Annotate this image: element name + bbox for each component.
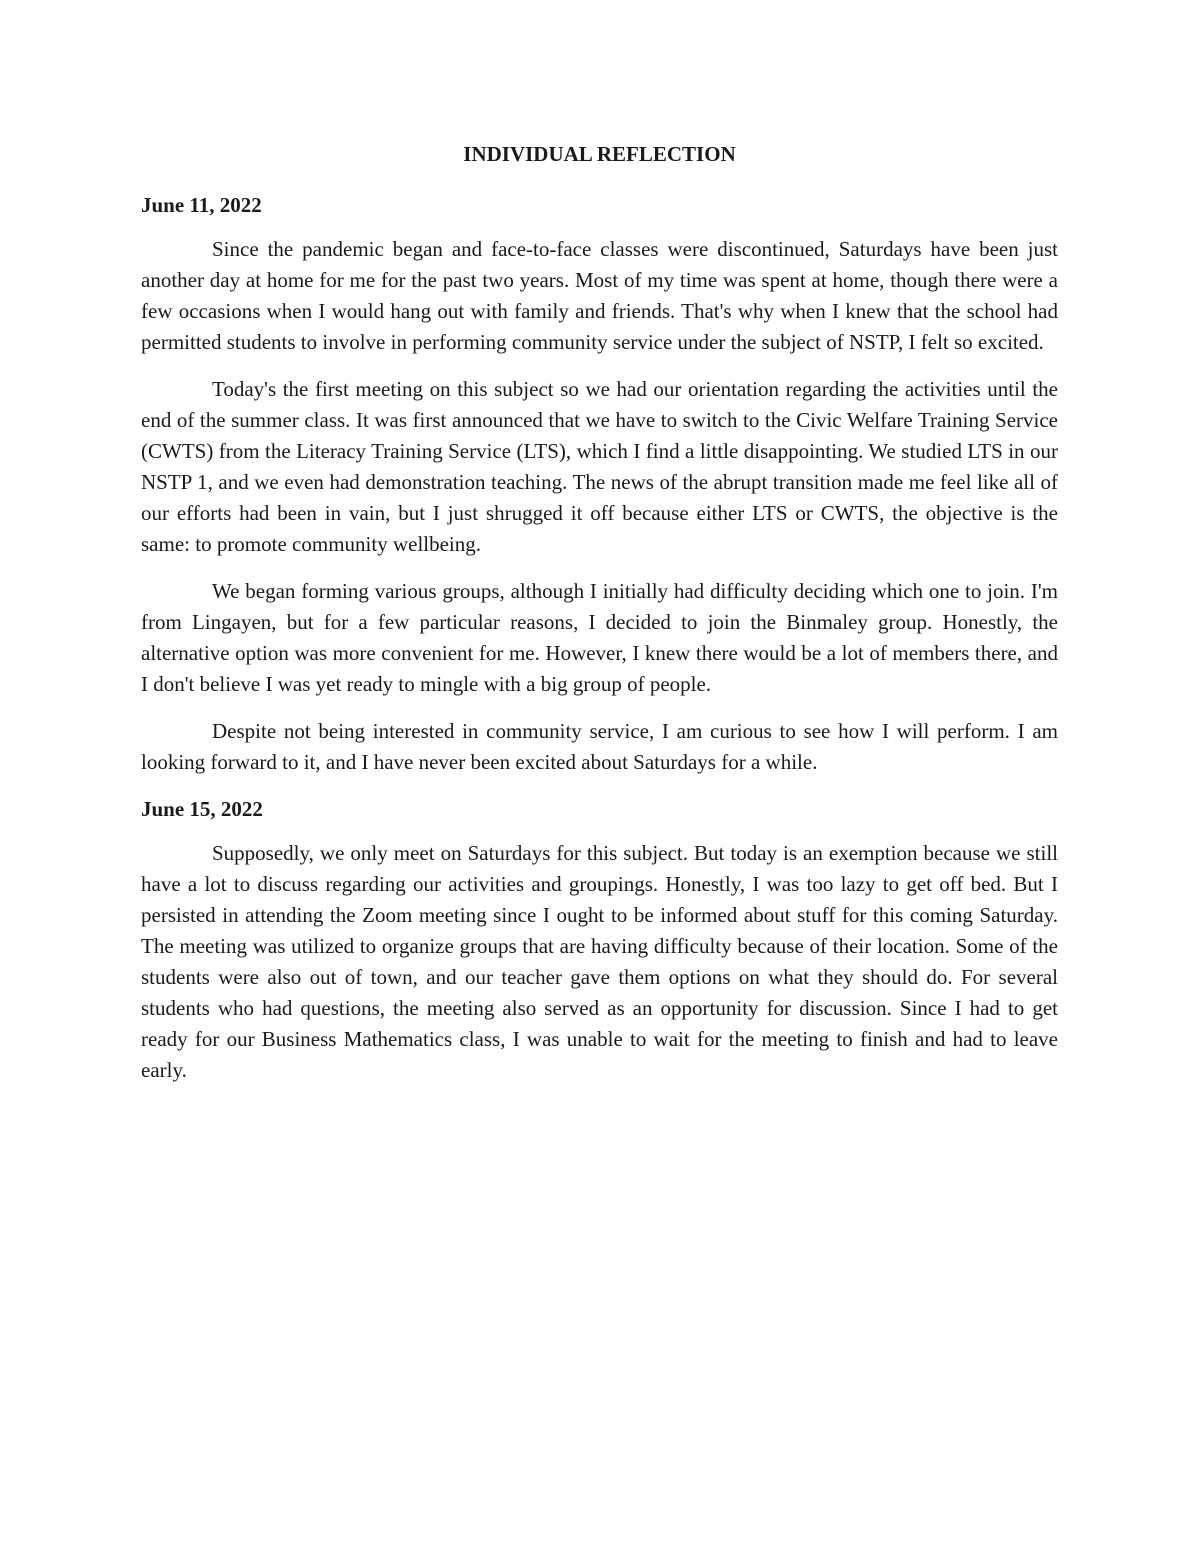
journal-entry (141, 190, 1058, 778)
document-title: INDIVIDUAL REFLECTION (463, 142, 736, 166)
entry-paragraph: Since the pandemic began and face-to-face classes were discontinued, Saturdays have been just another day at home for me for the past two years. Most of my time was spent at home, though there were a few occasions when I would hang out with family and friends. That's why when I knew that the school had permitted students to involve in performing community service under the subject of NSTP, I felt so excited. (141, 237, 1058, 354)
entry-date: June 11, 2022 (141, 193, 262, 217)
entry-paragraph: Supposedly, we only meet on Saturdays for this subject. But today is an exemption because we still have a lot to discuss regarding our activities and groupings. Honestly, I was too lazy to get off bed. But I persisted in attending the Zoom meeting since I ought to be informed about stuff for this coming Saturday. The meeting was utilized to organize groups that are having difficulty because of their location. Some of the students were also out of town, and our teacher gave them options on what they should do. For several students who had questions, the meeting also served as an opportunity for discussion. Since I had to get ready for our Business Mathematics class, I was unable to wait for the meeting to finish and had to leave early. (141, 841, 1058, 1082)
entry-paragraph: Today's the first meeting on this subject so we had our orientation regarding the activities until the end of the summer class. It was first announced that we have to switch to the Civic Welfare Training Service (CWTS) from the Literacy Training Service (LTS), which I find a little disappointing. We studied LTS in our NSTP 1, and we even had demonstration teaching. The news of the abrupt transition made me feel like all of our efforts had been in vain, but I just shrugged it off because either LTS or CWTS, the objective is the same: to promote community wellbeing. (141, 377, 1058, 556)
entry-paragraph: We began forming various groups, although I initially had difficulty deciding which one to join. I'm from Lingayen, but for a few particular reasons, I decided to join the Binmaley group. Honestly, the alternative option was more convenient for me. However, I knew there would be a lot of members there, and I don't believe I was yet ready to mingle with a big group of people. (141, 579, 1058, 696)
entry-date: June 15, 2022 (141, 797, 263, 821)
document-body (141, 139, 1058, 1102)
entry-paragraph: Despite not being interested in community service, I am curious to see how I will perform. I am looking forward to it, and I have never been excited about Saturdays for a while. (141, 719, 1058, 774)
journal-entry (141, 794, 1058, 1086)
